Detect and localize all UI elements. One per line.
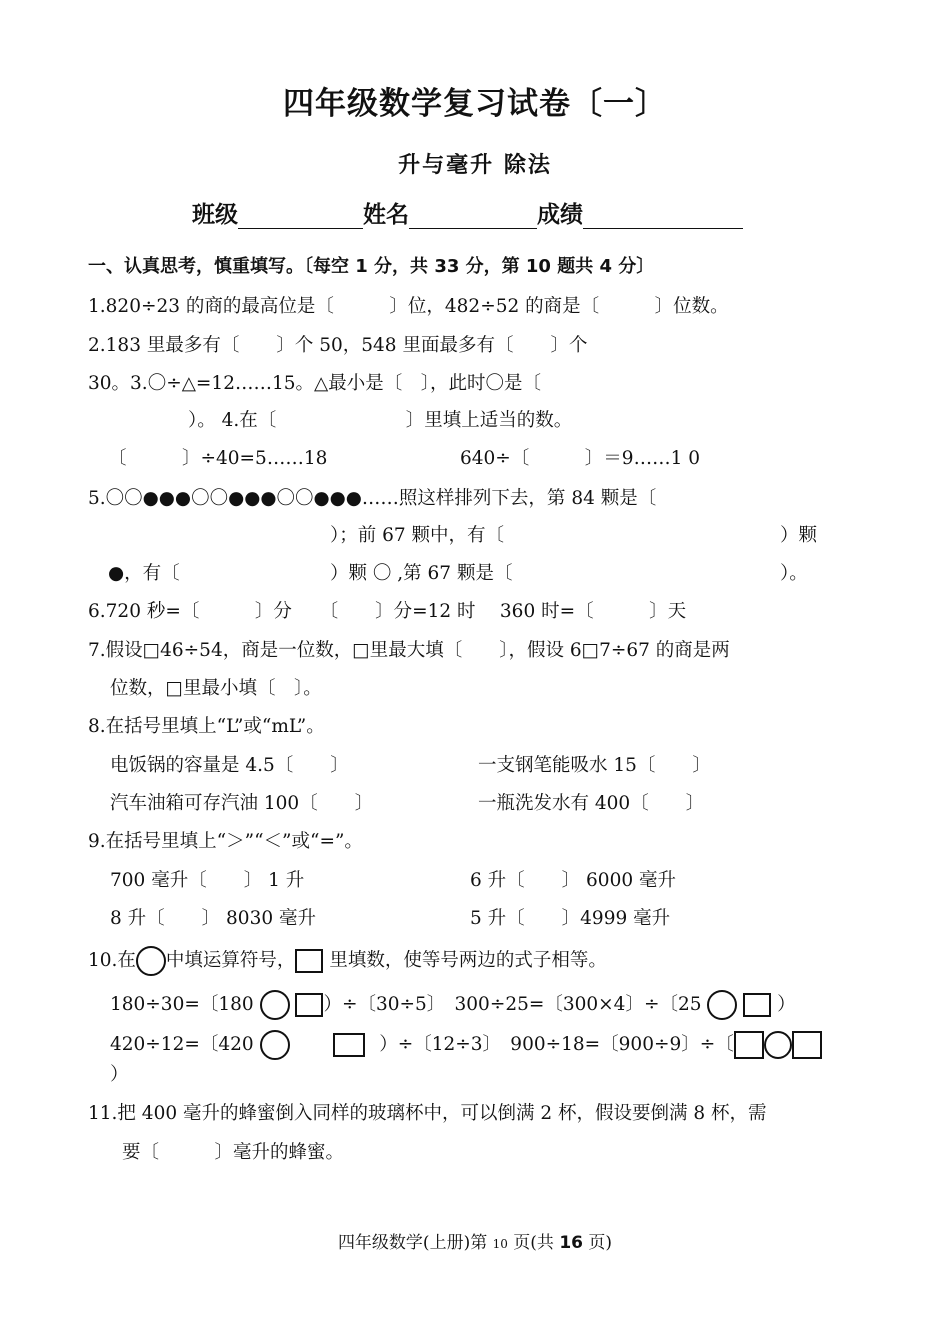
question-8-item-c: 汽车油箱可存汽油 100〔 〕: [110, 793, 374, 814]
score-blank[interactable]: [583, 204, 743, 229]
question-8-item-b: 一支钢笔能吸水 15〔 〕: [478, 755, 711, 776]
footer-middle: 页(共: [513, 1233, 554, 1253]
number-box[interactable]: [792, 1031, 822, 1059]
number-box[interactable]: [743, 993, 771, 1017]
question-5-part-b: ）颗: [780, 525, 818, 546]
question-10-row-1: [110, 990, 796, 1020]
question-11: 11.把 400 毫升的蜂蜜倒入同样的玻璃杯中，可以倒满 2 杯，假设要倒满 8 杯，需: [88, 1103, 767, 1124]
name-label: 姓名: [363, 202, 409, 228]
question-2: 2.183 里最多有〔 〕个 50，548 里面最多有〔 〕个: [88, 335, 588, 356]
section-heading: 一、认真思考，慎重填写。〔每空 1 分，共 33 分，第 10 题共 4 分〕: [88, 256, 655, 277]
question-8-item-d: 一瓶洗发水有 400〔 〕: [478, 793, 705, 814]
operator-circle[interactable]: [764, 1031, 792, 1059]
question-10-row-2-cont: ）: [110, 1064, 129, 1085]
question-4-item-a: 〔 〕÷40=5……18: [108, 448, 328, 469]
question-5-part-c: ●，有〔: [108, 563, 180, 584]
question-5-part-e: ）。: [780, 563, 808, 584]
question-4-item-b: 640÷〔 〕＝9……1 0: [460, 448, 701, 469]
q10-row1-text-b: ）÷〔30÷5〕 300÷25=〔300×4〕÷〔25: [323, 994, 702, 1015]
question-8-item-a: 电饭锅的容量是 4.5〔 〕: [110, 755, 349, 776]
question-8: 8.在括号里填上“L”或“mL”。: [88, 716, 325, 737]
question-5-part-d: ）颗 〇 ,第 67 颗是〔: [330, 563, 513, 584]
question-10-row-2: [110, 1030, 822, 1060]
operator-circle[interactable]: [260, 990, 290, 1020]
question-10-text-c: 里填数，使等号两边的式子相等。: [329, 950, 607, 971]
q10-row2-text-b: ）÷〔12÷3〕 900÷18=〔900÷9〕÷〔: [379, 1034, 734, 1055]
class-blank[interactable]: [238, 204, 363, 229]
operator-circle[interactable]: [260, 1030, 290, 1060]
question-9: 9.在括号里填上“＞”“＜”或“=”。: [88, 831, 363, 852]
number-box[interactable]: [734, 1031, 764, 1059]
question-7: 7.假设□46÷54，商是一位数，□里最大填〔 〕，假设 6□7÷67 的商是两: [88, 640, 730, 661]
q10-row1-text-c: ）: [777, 994, 796, 1015]
question-4: ）。 4.在〔 〕里填上适当的数。: [188, 410, 573, 431]
operator-circle[interactable]: [707, 990, 737, 1020]
question-9-item-b: 6 升〔 〕 6000 毫升: [470, 870, 676, 891]
question-10: [88, 946, 607, 976]
question-3: 30。3.〇÷△=12……15。△最小是〔 〕，此时〇是〔: [88, 373, 541, 394]
class-label: 班级: [192, 202, 238, 228]
q10-row2-text-a: 420÷12=〔420: [110, 1034, 254, 1055]
footer-suffix: 页): [588, 1233, 613, 1253]
circle-icon: [136, 946, 166, 976]
number-box[interactable]: [295, 993, 323, 1017]
question-9-item-d: 5 升〔 〕4999 毫升: [470, 908, 671, 929]
student-info-row: [192, 196, 743, 229]
square-icon: [295, 949, 323, 973]
page-footer: [0, 1228, 950, 1253]
footer-prefix: 四年级数学(上册)第: [337, 1233, 488, 1253]
question-9-item-c: 8 升〔 〕 8030 毫升: [110, 908, 316, 929]
number-box[interactable]: [333, 1033, 365, 1057]
page-subtitle: 升与毫升 除法: [398, 153, 552, 178]
footer-total-pages: 16: [559, 1233, 584, 1253]
footer-page-number: 10: [492, 1237, 508, 1251]
page-title: 四年级数学复习试卷〔一〕: [283, 86, 667, 122]
score-label: 成绩: [537, 202, 583, 228]
question-5: 5.〇〇●●●〇〇●●●〇〇●●●……照这样排列下去，第 84 颗是〔: [88, 488, 657, 509]
question-6: 6.720 秒=〔 〕分 〔 〕分=12 时 360 时=〔 〕天: [88, 601, 687, 622]
q10-row1-text-a: 180÷30=〔180: [110, 994, 254, 1015]
name-blank[interactable]: [409, 204, 537, 229]
question-11-cont: 要〔 〕毫升的蜂蜜。: [122, 1142, 345, 1163]
question-10-text-a: 10.在: [88, 950, 136, 971]
question-5-part-a: ）；前 67 颗中，有〔: [330, 525, 505, 546]
question-7-cont: 位数，□里最小填〔 〕。: [110, 678, 322, 699]
question-10-text-b: 中填运算符号，: [165, 950, 296, 971]
question-9-item-a: 700 毫升〔 〕 1 升: [110, 870, 305, 891]
question-1: 1.820÷23 的商的最高位是〔 〕位，482÷52 的商是〔 〕位数。: [88, 296, 729, 317]
